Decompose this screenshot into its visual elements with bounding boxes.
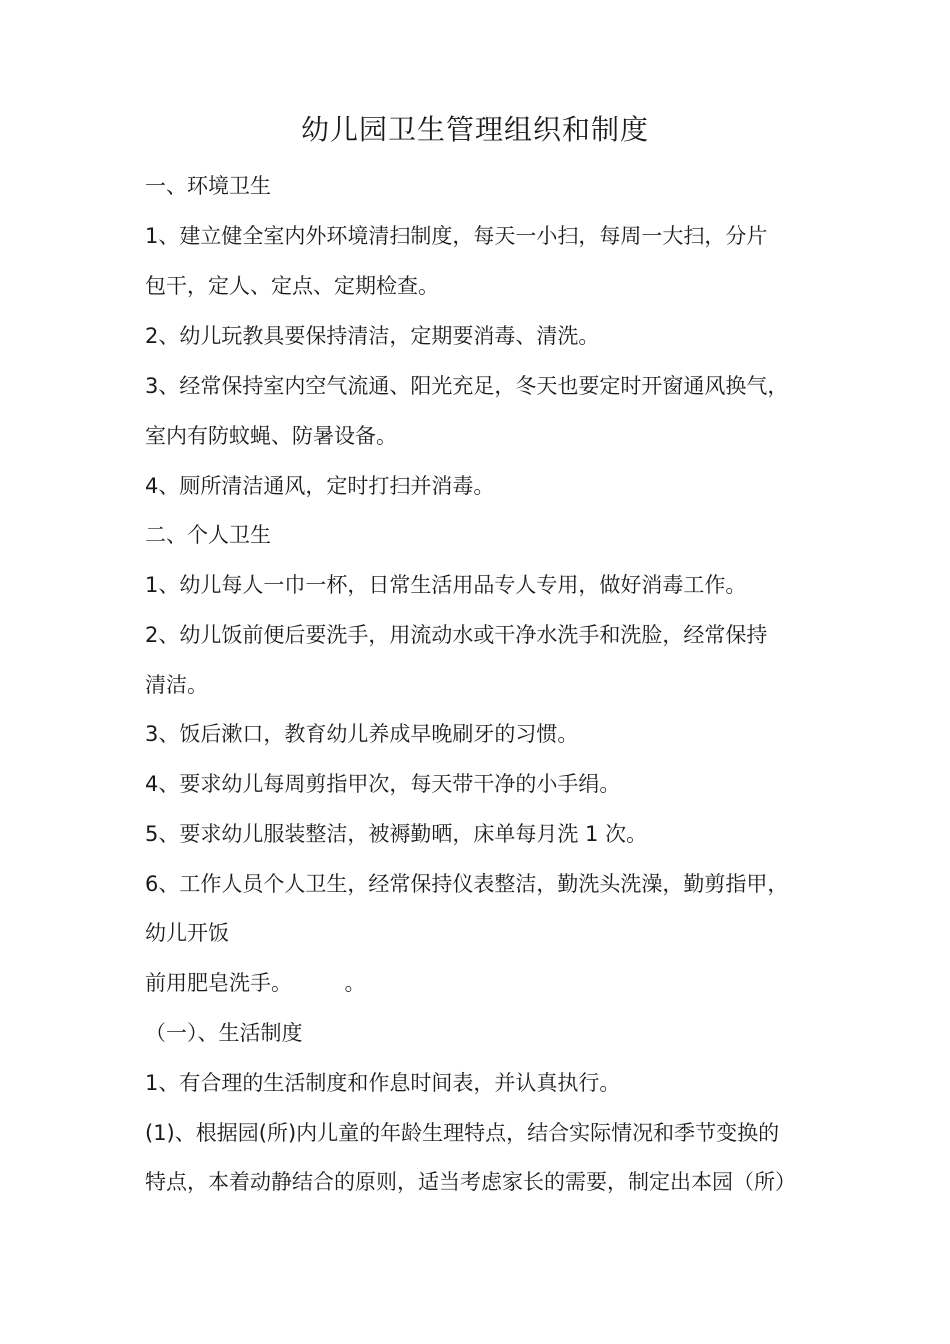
paragraph-line: 1、建立健全室内外环境清扫制度，每天一小扫，每周一大扫，分片 [145,224,768,248]
paragraph-line: 1、有合理的生活制度和作息时间表，并认真执行。 [145,1071,621,1095]
paragraph-line: 清洁。 [145,673,208,697]
paragraph-line: 特点，本着动静结合的原则，适当考虑家长的需要，制定出本园（所） [145,1170,796,1194]
paragraph-line: 1、幼儿每人一巾一杯，日常生活用品专人专用，做好消毒工作。 [145,573,747,597]
paragraph-line: 5、要求幼儿服装整洁，被褥勤晒，床单每月洗 1 次。 [145,822,648,846]
paragraph-line: 3、经常保持室内空气流通、阳光充足，冬天也要定时开窗通风换气， [145,374,789,398]
paragraph-line: 3、饭后漱口，教育幼儿养成早晚刷牙的习惯。 [145,722,579,746]
paragraph-line: (1)、根据园(所)内儿童的年龄生理特点，结合实际情况和季节变换的 [145,1121,780,1145]
section-heading-personal: 二、个人卫生 [145,523,271,547]
paragraph-line: 2、幼儿玩教具要保持清洁，定期要消毒、清洗。 [145,324,600,348]
paragraph-line: 包干，定人、定点、定期检查。 [145,274,439,298]
document-title: 幼儿园卫生管理组织和制度 [300,113,649,146]
paragraph-line: 室内有防蚊蝇、防暑设备。 [145,424,397,448]
paragraph-line: 4、厕所清洁通风，定时打扫并消毒。 [145,474,495,498]
section-heading-living: （一）、生活制度 [145,1021,303,1045]
paragraph-line: 2、幼儿饭前便后要洗手，用流动水或干净水洗手和洗脸，经常保持 [145,623,768,647]
paragraph-line: 6、工作人员个人卫生，经常保持仪表整洁，勤洗头洗澡，勤剪指甲， [145,872,789,896]
paragraph-line: 幼儿开饭 [145,921,229,945]
paragraph-line: 前用肥皂洗手。 。 [145,971,366,995]
paragraph-line: 4、要求幼儿每周剪指甲次，每天带干净的小手绢。 [145,772,621,796]
section-heading-environment: 一、环境卫生 [145,174,271,198]
